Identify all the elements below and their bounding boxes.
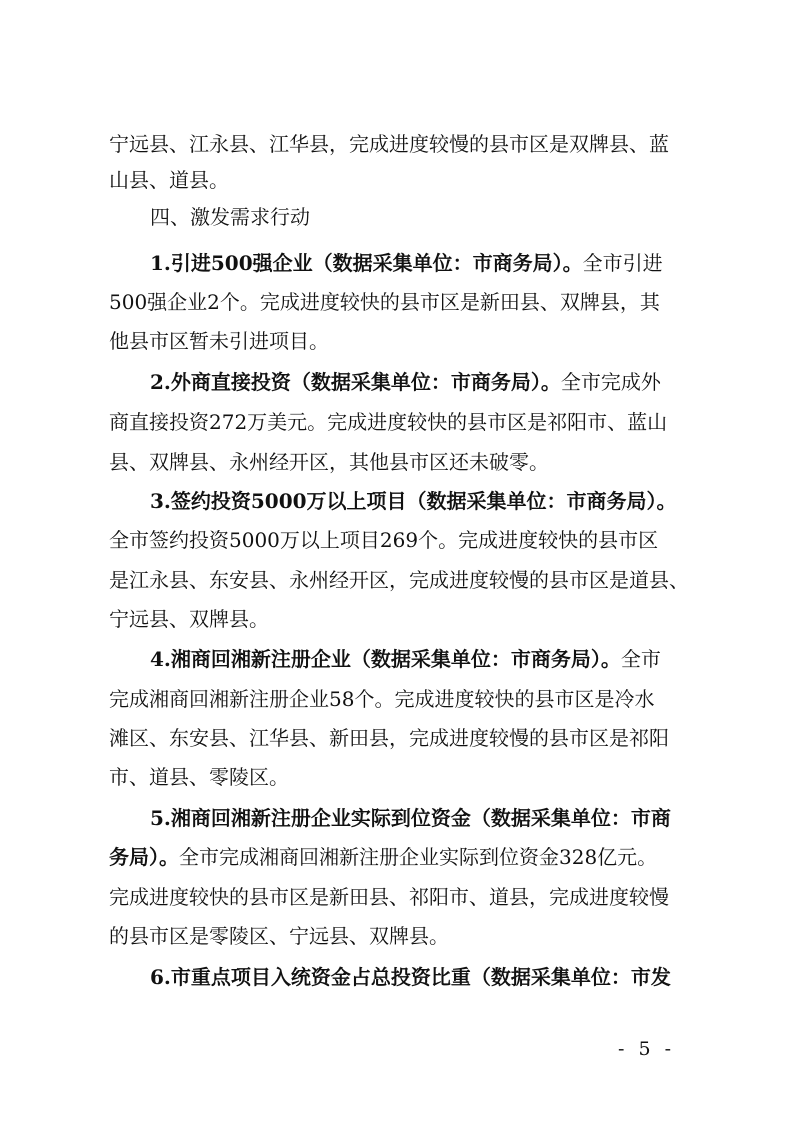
text-line — [0, 285, 793, 319]
item-heading: 3.签约投资5000万以上项目（数据采集单位：市商务局）。 — [150, 489, 677, 513]
text-line — [0, 721, 793, 755]
text-line — [0, 919, 793, 953]
line-text: 完成湘商回湘新注册企业58个。完成进度较快的县市区是冷水 — [109, 687, 655, 711]
line-text: 滩区、东安县、江华县、新田县，完成进度较慢的县市区是祁阳 — [109, 726, 669, 750]
line-text: 市、道县、零陵区。 — [109, 765, 289, 789]
item-heading: 6.市重点项目入统资金占总投资比重（数据采集单位：市发 — [150, 965, 671, 989]
text-line — [0, 760, 793, 794]
item-heading: 4.湘商回湘新注册企业（数据采集单位：市商务局）。 — [150, 647, 621, 671]
item-heading-line — [0, 960, 793, 994]
text-line — [0, 163, 793, 197]
line-text: 是江永县、东安县、永州经开区，完成进度较慢的县市区是道县、 — [109, 568, 689, 592]
section-heading — [0, 200, 793, 234]
line-text: 宁远县、江永县、江华县，完成进度较慢的县市区是双牌县、蓝 — [109, 132, 669, 156]
line-text: 他县市区暂未引进项目。 — [109, 329, 329, 353]
line-text: 商直接投资272万美元。完成进度较快的县市区是祁阳市、蓝山 — [109, 410, 668, 434]
item-heading: 5.湘商回湘新注册企业实际到位资金（数据采集单位：市商 — [150, 806, 671, 830]
line-text: 全市 — [620, 647, 661, 671]
line-text: 500强企业2个。完成进度较快的县市区是新田县、双牌县，其 — [109, 290, 660, 314]
item-heading-line — [0, 484, 793, 518]
line-text: 全市完成湘商回湘新注册企业实际到位资金328亿元。 — [179, 845, 658, 869]
text-line — [0, 405, 793, 439]
item-heading: 2.外商直接投资（数据采集单位：市商务局）。 — [150, 370, 561, 394]
line-text: 山县、道县。 — [109, 168, 229, 192]
line-text: 全市签约投资5000万以上项目269个。完成进度较快的县市区 — [109, 528, 659, 552]
text-line — [0, 523, 793, 557]
text-line — [0, 127, 793, 161]
item-heading-line — [0, 840, 793, 874]
line-text: 全市完成外 — [560, 370, 661, 394]
item-heading-line — [0, 246, 793, 280]
page-number: - 5 - — [617, 1038, 675, 1060]
line-text: 完成进度较快的县市区是新田县、祁阳市、道县，完成进度较慢 — [109, 885, 669, 909]
text-line — [0, 445, 793, 479]
text-line — [0, 324, 793, 358]
text-line — [0, 563, 793, 597]
line-text: 全市引进 — [582, 251, 663, 275]
text-line — [0, 602, 793, 636]
item-heading: 1.引进500强企业（数据采集单位：市商务局）。 — [150, 251, 583, 275]
line-text: 宁远县、双牌县。 — [109, 607, 269, 631]
line-text: 县、双牌县、永州经开区，其他县市区还未破零。 — [109, 450, 549, 474]
item-heading: 务局）。 — [109, 845, 179, 869]
text-line — [0, 880, 793, 914]
text-line — [0, 682, 793, 716]
item-heading-line — [0, 801, 793, 835]
item-heading-line — [0, 365, 793, 399]
item-heading-line — [0, 642, 793, 676]
line-text: 的县市区是零陵区、宁远县、双牌县。 — [109, 924, 449, 948]
section-heading-text: 四、激发需求行动 — [150, 205, 310, 229]
